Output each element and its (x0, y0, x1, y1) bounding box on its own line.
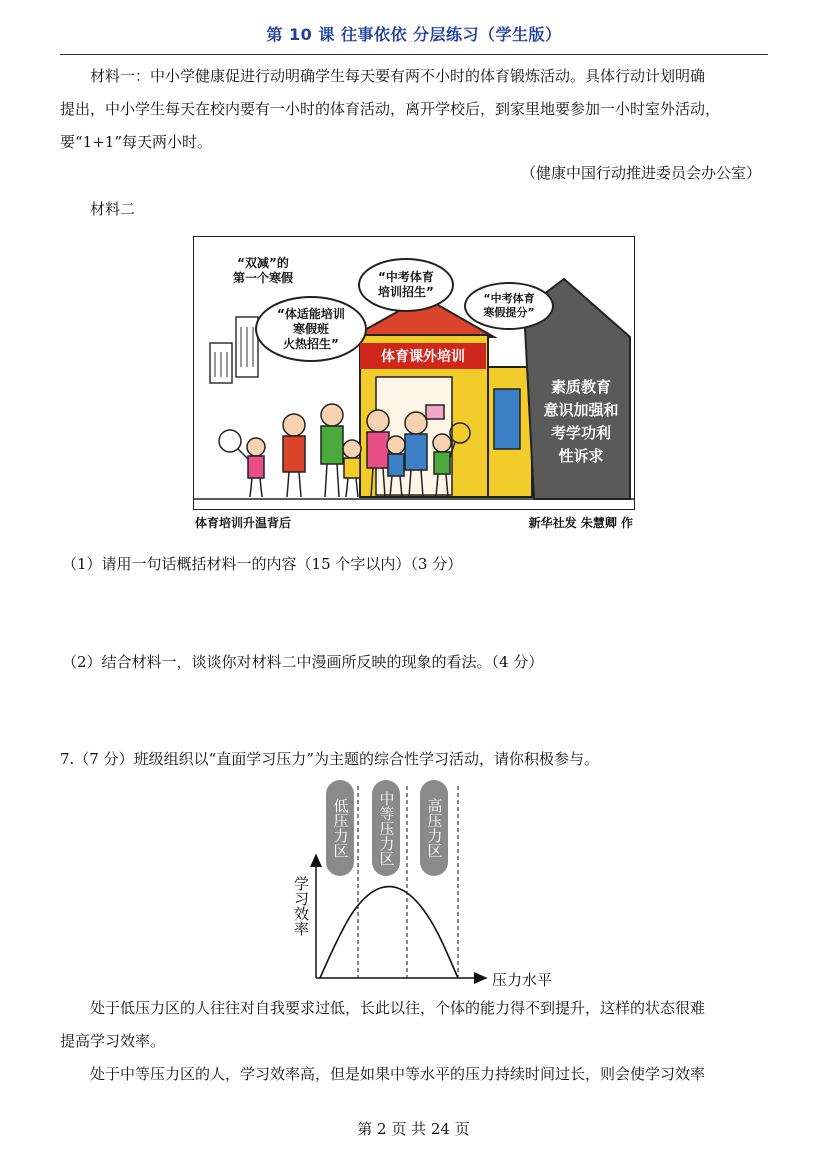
material1-line3: 要“1+1”每天两小时。 (60, 133, 212, 151)
zone-label-high: 高压力区 (420, 780, 448, 876)
speech-bubble-left: “体适能培训 寒假班 火热招生” (255, 296, 367, 362)
y-axis-label: 学习效率 (292, 876, 310, 936)
zone-label-low: 低压力区 (326, 780, 354, 876)
speech-bubble-right: “中考体育 寒假提分” (464, 282, 554, 330)
cartoon-top-left-text: “双减”的 第一个寒假 (232, 256, 293, 285)
cartoon-caption-left: 体育培训升温背后 (195, 516, 292, 530)
efficiency-curve (320, 887, 458, 978)
paragraph-2-line1: 处于中等压力区的人，学习效率高，但是如果中等水平的压力持续时间过长，则会使学习效率 (90, 1065, 706, 1083)
shop-sign: 体育课外培训 (360, 343, 486, 369)
page-header-title: 第 10 课 往事依依 分层练习（学生版） (266, 25, 562, 44)
material2-label: 材料二 (90, 200, 136, 218)
material1-source: （健康中国行动推进委员会办公室） (520, 164, 761, 182)
paragraph-1-line1: 处于低压力区的人往往对自我要求过低，长此以往，个体的能力得不到提升，这样的状态很难 (90, 999, 706, 1017)
question-7: 7.（7 分）班级组织以“直面学习压力”为主题的综合性学习活动，请你积极参与。 (60, 750, 599, 768)
cartoon-caption-right: 新华社发 朱慧卿 作 (528, 516, 633, 530)
paragraph-1-line2: 提高学习效率。 (60, 1032, 166, 1050)
material1-line1: 材料一：中小学健康促进行动明确学生每天要有两不小时的体育锻炼活动。具体行动计划明确 (90, 67, 706, 85)
zone-label-medium: 中等压力区 (372, 780, 400, 876)
material1-line2: 提出，中小学生每天在校内要有一小时的体育活动，离开学校后，到家里地要参加一小时室外活动， (60, 100, 721, 118)
x-axis-label: 压力水平 (492, 971, 553, 989)
grey-house-sign: 素质教育 意识加强和 考学功利 性诉求 (543, 378, 619, 465)
question-2: （2）结合材料一，谈谈你对材料二中漫画所反映的现象的看法。（4 分） (62, 653, 544, 671)
speech-bubble-middle: “中考体育 培训招生” (358, 258, 454, 312)
question-1: （1）请用一句话概括材料一的内容（15 个字以内）（3 分） (62, 555, 463, 573)
page-footer: 第 2 页 共 24 页 (357, 1120, 470, 1138)
